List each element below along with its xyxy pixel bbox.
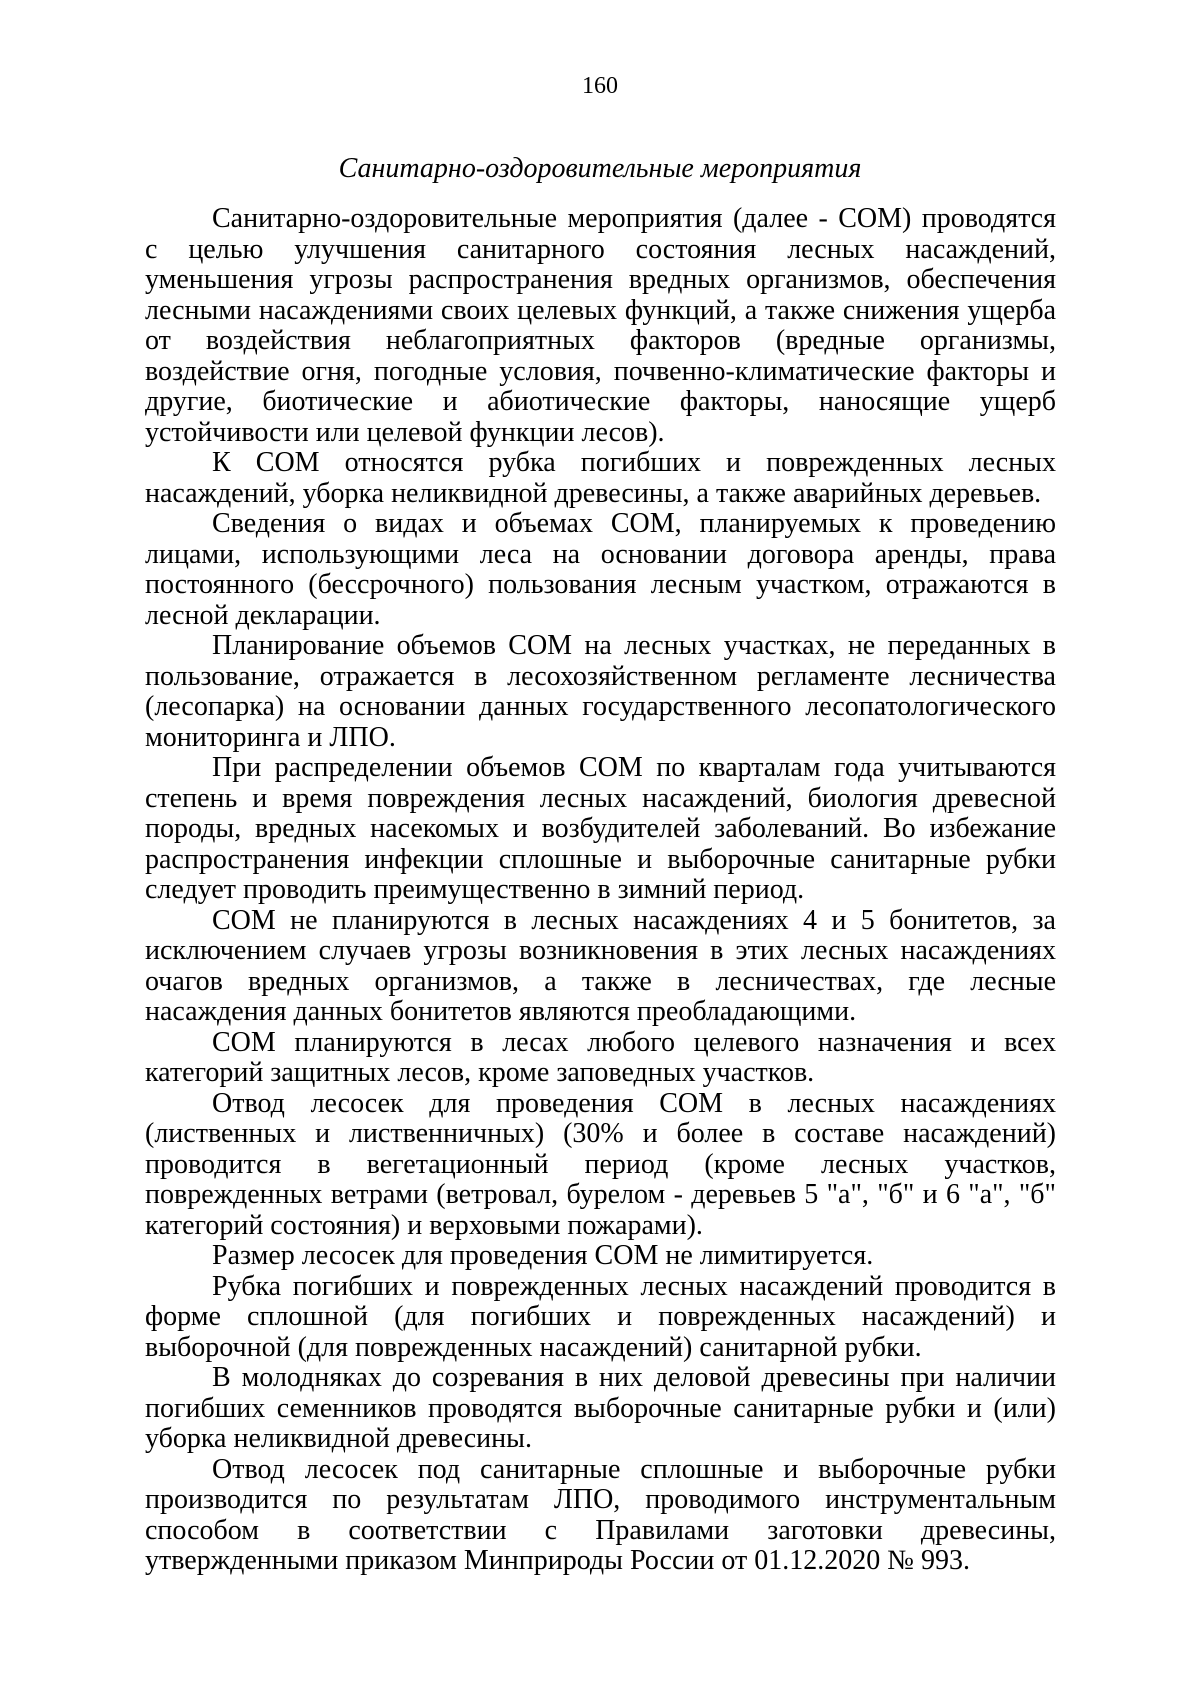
- page-number: 160: [582, 73, 618, 99]
- paragraph: Рубка погибших и поврежденных лесных насаждений проводится в форме сплошной (для погибших и поврежденных насаждений) и выборочной (для поврежденных насаждений) санитарной рубки.: [145, 1270, 1056, 1363]
- paragraph: Отвод лесосек под санитарные сплошные и выборочные рубки производится по результатам ЛПО, проводимого инструментальным способом в соответствии с Правилами заготовки древесины, утвержденными приказом Минприроды России от 01.12.2020 № 993.: [145, 1453, 1056, 1576]
- paragraph: СОМ планируются в лесах любого целевого назначения и всех категорий защитных лесов, кроме заповедных участков.: [145, 1026, 1056, 1088]
- paragraph: Отвод лесосек для проведения СОМ в лесных насаждениях (лиственных и лиственничных) (30% и более в составе насаждений) проводится в вегетационный период (кроме лесных участков, поврежденных ветрами (ветровал, бурелом - деревьев 5 "а", "б" и 6 "а", "б" категорий состояния) и верховыми пожарами).: [145, 1087, 1056, 1241]
- section-title: Санитарно-оздоровительные мероприятия: [338, 153, 862, 184]
- paragraph: Санитарно-оздоровительные мероприятия (далее - СОМ) проводятся с целью улучшения санитарного состояния лесных насаждений, уменьшения угрозы распространения вредных организмов, обеспечения лесными насаждениями своих целевых функций, а также снижения ущерба от воздействия неблагоприятных факторов (вредные организмы, воздействие огня, погодные условия, почвенно-климатические факторы и другие, биотические и абиотические факторы, наносящие ущерб устойчивости или целевой функции лесов).: [145, 203, 1056, 448]
- body-text: [145, 204, 1056, 1577]
- paragraph: В молодняках до созревания в них деловой древесины при наличии погибших семенников проводятся выборочные санитарные рубки и (или) уборка неликвидной древесины.: [145, 1362, 1056, 1454]
- paragraph: К СОМ относятся рубка погибших и поврежденных лесных насаждений, уборка неликвидной древесины, а также аварийных деревьев.: [145, 447, 1056, 509]
- paragraph: Планирование объемов СОМ на лесных участках, не переданных в пользование, отражается в лесохозяйственном регламенте лесничества (лесопарка) на основании данных государственного лесопатологического мониторинга и ЛПО.: [145, 630, 1056, 753]
- paragraph: При распределении объемов СОМ по кварталам года учитываются степень и время повреждения лесных насаждений, биология древесной породы, вредных насекомых и возбудителей заболеваний. Во избежание распространения инфекции сплошные и выборочные санитарные рубки следует проводить преимущественно в зимний период.: [145, 752, 1056, 905]
- paragraph: Сведения о видах и объемах СОМ, планируемых к проведению лицами, использующими леса на основании договора аренды, права постоянного (бессрочного) пользования лесным участком, отражаются в лесной декларации.: [145, 508, 1056, 631]
- paragraph: Размер лесосек для проведения СОМ не лимитируется.: [212, 1240, 874, 1271]
- paragraph: СОМ не планируются в лесных насаждениях 4 и 5 бонитетов, за исключением случаев угрозы возникновения в этих лесных насаждениях очагов вредных организмов, а также в лесничествах, где лесные насаждения данных бонитетов являются преобладающими.: [145, 904, 1056, 1027]
